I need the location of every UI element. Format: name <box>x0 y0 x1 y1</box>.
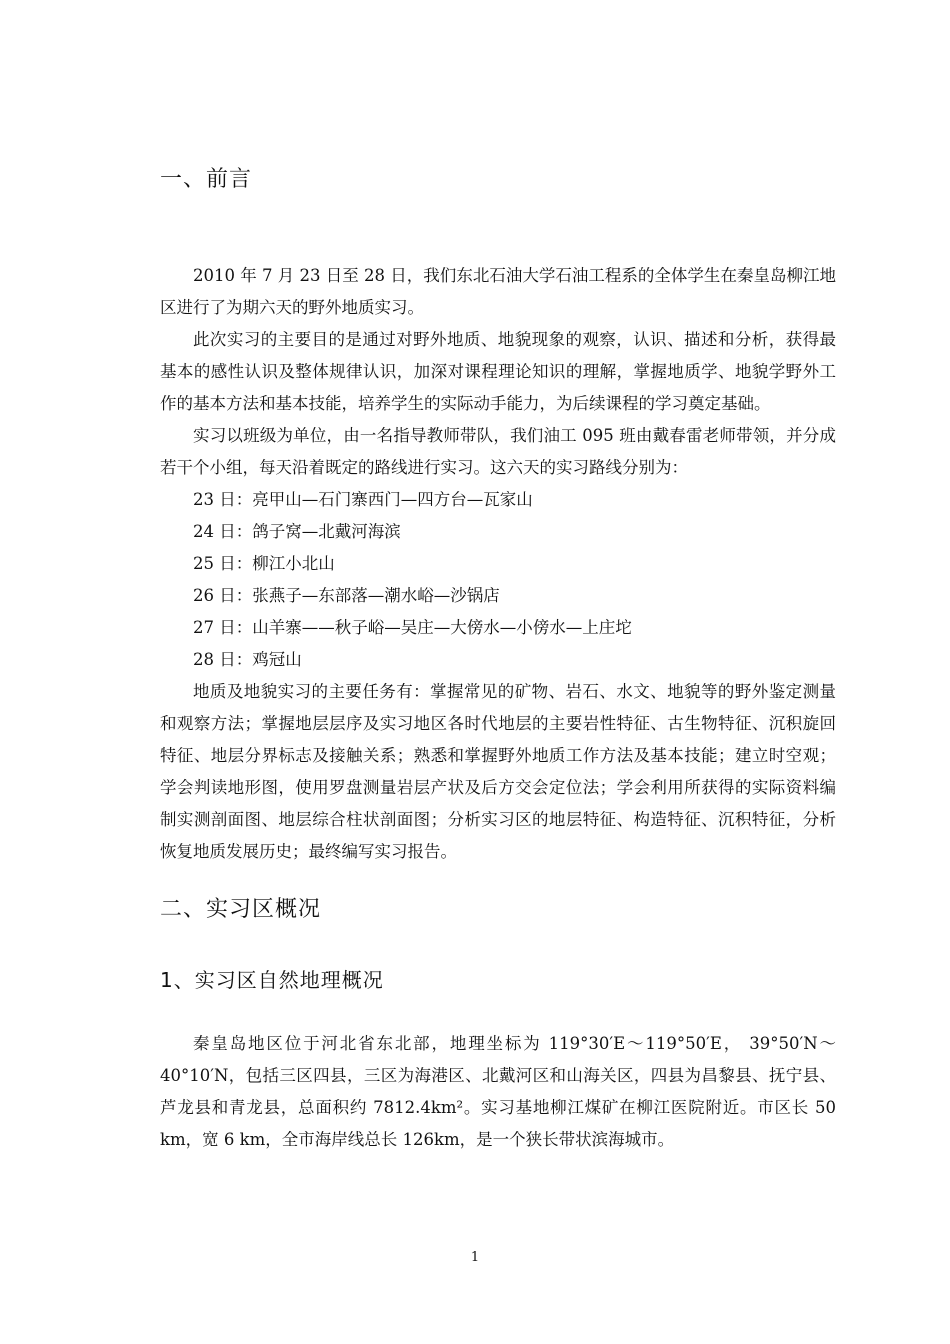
page-number: 1 <box>470 1250 480 1265</box>
intro-paragraph-3: 实习以班级为单位，由一名指导教师带队，我们油工 095 班由戴春雷老师带领，并分成若干个小组，每天沿着既定的路线进行实习。这六天的实习路线分别为： <box>160 426 836 477</box>
overview-paragraph-1: 秦皇岛地区位于河北省东北部，地理坐标为 119°30′E～119°50′E， 39°50′N～40°10′N，包括三区四县，三区为海港区、北戴河区和山海关区，四县为昌黎县、抚宁县、芦龙县和青龙县，总面积约 7812.4km²。实习基地柳江煤矿在柳江医院附近。市区长 50 km，宽 6 km，全市海岸线总长 126km，是一个狭长带状滨海城市。 <box>160 1034 836 1149</box>
route-item-24: 24 日：鸽子窝—北戴河海滨 <box>193 522 401 541</box>
section-heading-overview: 二、实习区概况 <box>160 897 322 922</box>
route-item-25: 25 日：柳江小北山 <box>193 554 335 573</box>
route-item-27: 27 日：山羊寨——秋子峪—吴庄—大傍水—小傍水—上庄坨 <box>193 618 632 637</box>
page-content <box>160 160 836 1156</box>
intro-paragraph-2: 此次实习的主要目的是通过对野外地质、地貌现象的观察，认识、描述和分析，获得最基本的感性认识及整体规律认识，加深对课程理论知识的理解，掌握地质学、地貌学野外工作的基本方法和基本技能，培养学生的实际动手能力，为后续课程的学习奠定基础。 <box>160 330 836 413</box>
route-item-26: 26 日：张燕子—东部落—潮水峪—沙锅店 <box>193 586 500 605</box>
route-item-28: 28 日：鸡冠山 <box>193 650 302 669</box>
subsection-heading-natural-geography: 1、实习区自然地理概况 <box>160 968 384 992</box>
intro-paragraph-4: 地质及地貌实习的主要任务有：掌握常见的矿物、岩石、水文、地貌等的野外鉴定测量和观察方法；掌握地层层序及实习地区各时代地层的主要岩性特征、古生物特征、沉积旋回特征、地层分界标志及接触关系；熟悉和掌握野外地质工作方法及基本技能；建立时空观；学会判读地形图，使用罗盘测量岩层产状及后方交会定位法；学会利用所获得的实际资料编制实测剖面图、地层综合柱状剖面图；分析实习区的地层特征、构造特征、沉积特征，分析恢复地质发展历史；最终编写实习报告。 <box>160 682 836 861</box>
route-item-23: 23 日：亮甲山—石门寨西门—四方台—瓦家山 <box>193 490 533 509</box>
intro-paragraph-1: 2010 年 7 月 23 日至 28 日，我们东北石油大学石油工程系的全体学生在秦皇岛柳江地区进行了为期六天的野外地质实习。 <box>160 266 836 317</box>
section-heading-intro: 一、前言 <box>160 167 253 192</box>
